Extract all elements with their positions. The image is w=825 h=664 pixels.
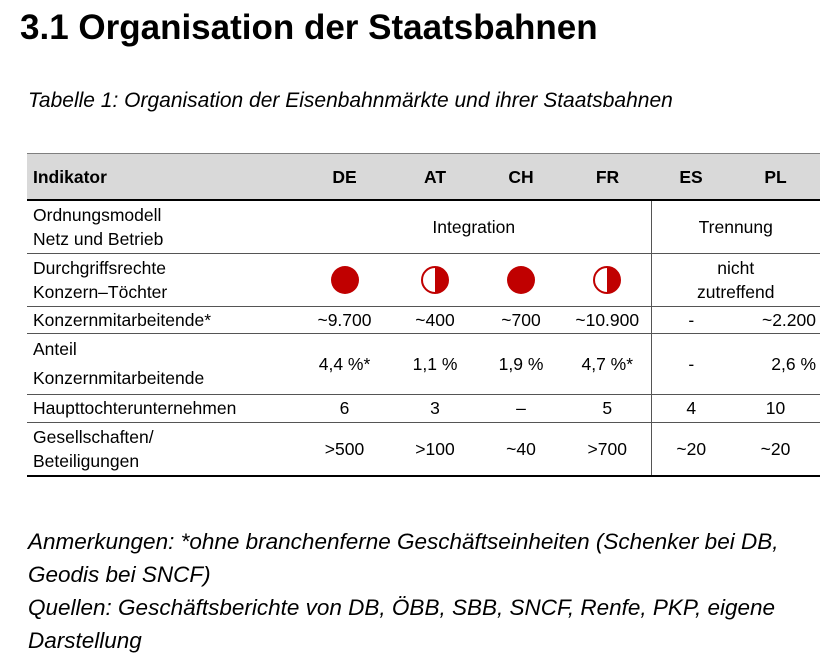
na-line2: zutreffend	[696, 281, 775, 302]
row-konzernmitarbeitende	[27, 306, 820, 333]
row-durchgriffsrechte	[27, 253, 820, 306]
row-label: Konzernmitarbeitende*	[27, 306, 297, 333]
cell-de	[297, 253, 392, 306]
header-ch: CH	[478, 154, 564, 201]
cell-pl: 10	[731, 394, 820, 422]
table-notes	[28, 525, 823, 657]
organisation-table	[27, 153, 820, 477]
table-header-row	[27, 154, 820, 201]
cell-at: ~400	[392, 306, 478, 333]
cell-de: 6	[297, 394, 392, 422]
cell-pl: 2,6 %	[731, 333, 820, 394]
cell-pl: ~2.200	[731, 306, 820, 333]
row-label-line1: Ordnungsmodell	[33, 204, 162, 225]
row-label	[27, 422, 297, 476]
row-label-line2: Konzern–Töchter	[33, 281, 168, 302]
row-label	[27, 253, 297, 306]
cell-at: 1,1 %	[392, 333, 478, 394]
cell-de: >500	[297, 422, 392, 476]
half-circle-icon	[420, 265, 450, 295]
cell-de: ~9.700	[297, 306, 392, 333]
cell-fr: 4,7 %*	[564, 333, 651, 394]
cell-ch: ~700	[478, 306, 564, 333]
row-label	[27, 333, 297, 394]
cell-ch: 1,9 %	[478, 333, 564, 394]
cell-at	[392, 253, 478, 306]
section-heading: 3.1 Organisation der Staatsbahnen	[20, 8, 598, 47]
cell-es: 4	[651, 394, 731, 422]
row-anteil-konzernmitarbeitende	[27, 333, 820, 394]
header-fr: FR	[564, 154, 651, 201]
row-label-line2: Konzernmitarbeitende	[33, 367, 205, 388]
cell-at: >100	[392, 422, 478, 476]
half-circle-icon	[592, 265, 622, 295]
row-label	[27, 200, 297, 253]
header-indikator: Indikator	[27, 154, 297, 201]
header-es: ES	[651, 154, 731, 201]
row-label: Haupttochterunternehmen	[27, 394, 297, 422]
table-caption: Tabelle 1: Organisation der Eisenbahnmärkte und ihrer Staatsbahnen	[28, 89, 673, 112]
cell-ch: –	[478, 394, 564, 422]
cell-pl: ~20	[731, 422, 820, 476]
header-de: DE	[297, 154, 392, 201]
cell-de: 4,4 %*	[297, 333, 392, 394]
row-label-line1: Gesellschaften/	[33, 426, 154, 447]
cell-es: -	[651, 306, 731, 333]
cell-fr	[564, 253, 651, 306]
full-circle-icon	[330, 265, 360, 295]
cell-fr: 5	[564, 394, 651, 422]
full-circle-icon	[506, 265, 536, 295]
row-label-line1: Durchgriffsrechte	[33, 257, 166, 278]
trennung-cell: Trennung	[651, 200, 820, 253]
integration-cell: Integration	[297, 200, 651, 253]
not-applicable-cell	[651, 253, 820, 306]
cell-ch: ~40	[478, 422, 564, 476]
cell-fr: ~10.900	[564, 306, 651, 333]
cell-ch	[478, 253, 564, 306]
row-gesellschaften-beteiligungen	[27, 422, 820, 476]
row-label-line1: Anteil	[33, 338, 77, 359]
cell-at: 3	[392, 394, 478, 422]
na-line1: nicht	[717, 257, 755, 278]
cell-fr: >700	[564, 422, 651, 476]
row-haupttochterunternehmen	[27, 394, 820, 422]
cell-es: -	[651, 333, 731, 394]
header-pl: PL	[731, 154, 820, 201]
notes-remarks: Anmerkungen: *ohne branchenferne Geschäftseinheiten (Schenker bei DB, Geodis bei SNCF)	[28, 529, 779, 587]
row-ordnungsmodell	[27, 200, 820, 253]
cell-es: ~20	[651, 422, 731, 476]
notes-sources: Quellen: Geschäftsberichte von DB, ÖBB, SBB, SNCF, Renfe, PKP, eigene Darstellung	[28, 595, 776, 653]
header-at: AT	[392, 154, 478, 201]
row-label-line2: Netz und Betrieb	[33, 228, 164, 249]
row-label-line2: Beteiligungen	[33, 450, 140, 471]
